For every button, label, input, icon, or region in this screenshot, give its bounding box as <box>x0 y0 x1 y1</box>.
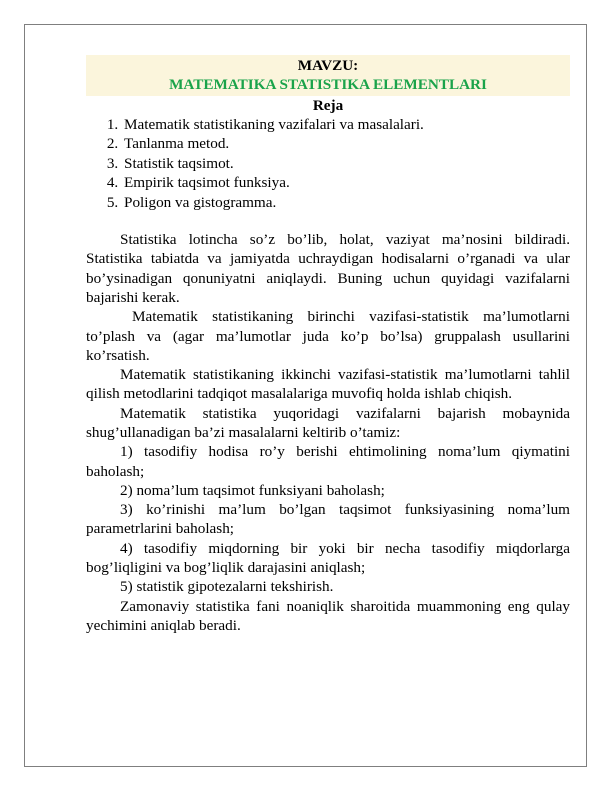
plan-list <box>86 115 570 212</box>
title-box <box>86 55 570 96</box>
topic-title: MATEMATIKA STATISTIKA ELEMENTLARI <box>169 76 487 93</box>
spacer <box>86 212 570 230</box>
plan-item: 2. Tanlanma metod. <box>122 134 570 153</box>
plan-item: 4. Empirik taqsimot funksiya. <box>122 173 570 192</box>
paragraph-problems-intro: Matematik statistika yuqoridagi vazifalarni bajarish mobaynida shug’ullanadigan ba’zi masalalarni keltirib o’tamiz: <box>86 404 570 441</box>
paragraph-intro: Statistika lotincha so’z bo’lib, holat, vaziyat ma’nosini bildiradi. Statistika tabiatda va jamiyatda uchraydigan hodisalarni o’rganadi va ular bo’ysinadigan qonuniyatni aniqlaydi. Buning uchun quyidagi vazifalarni bajarishi kerak. <box>86 231 570 306</box>
problem-item-2: 2) noma’lum taqsimot funksiyani baholash; <box>120 481 385 499</box>
document-body <box>86 55 570 635</box>
paragraph-conclusion: Zamonaviy statistika fani noaniqlik sharoitida muammoning eng qulay yechimini aniqlab beradi. <box>86 597 570 634</box>
problem-item-4: 4) tasodifiy miqdorning bir yoki bir necha tasodifiy miqdorlarga bog’liqligini va bog’liqlik darajasini aniqlash; <box>86 539 570 577</box>
plan-item: 1. Matematik statistikaning vazifalari va masalalari. <box>122 115 570 134</box>
plan-heading: Reja <box>312 97 344 114</box>
paragraph-first-task: Matematik statistikaning birinchi vazifasi-statistik ma’lumotlarni to’plash va (agar ma’lumotlar juda ko’p bo’lsa) gruppalash usullarini ko’rsatish. <box>86 308 570 364</box>
problem-item-1: 1) tasodifiy hodisa ro’y berishi ehtimolining noma’lum qiymatini baholash; <box>86 443 570 480</box>
plan-item: 5. Poligon va gistogramma. <box>122 193 570 212</box>
paragraph-second-task: Matematik statistikaning ikkinchi vazifasi-statistik ma’lumotlarni tahlil qilish metodlarini tadqiqot masalalariga muvofiq holda ishlab chiqish. <box>86 366 570 403</box>
problem-item-3: 3) ko’rinishi ma’lum bo’lgan taqsimot funksiyasining noma’lum parametrlarini baholash; <box>86 501 570 538</box>
mavzu-label: MAVZU: <box>297 57 359 74</box>
plan-item: 3. Statistik taqsimot. <box>122 154 570 173</box>
problem-item-5: 5) statistik gipotezalarni tekshirish. <box>120 578 334 596</box>
